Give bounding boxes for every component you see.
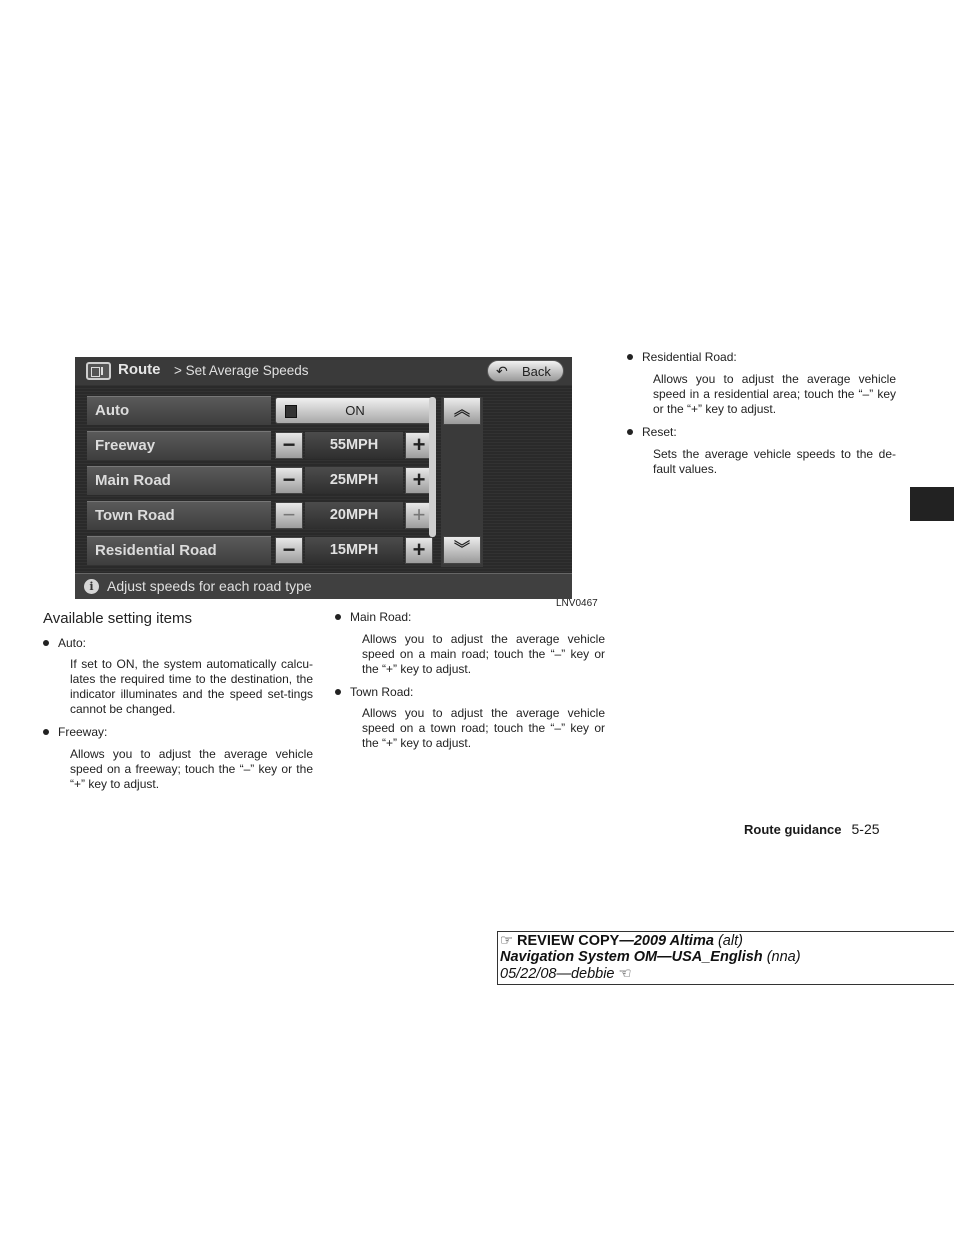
item-text-residential-road: Allows you to adjust the average vehicle speed in a residential area; touch the “–” key or the “+” key to adjust. — [653, 372, 896, 416]
main-road-plus-button[interactable]: + — [405, 467, 433, 494]
scrollbar[interactable] — [429, 397, 436, 537]
item-title-residential-road: Residential Road: — [627, 350, 737, 364]
residential-road-speed-value: 15MPH — [305, 537, 403, 564]
auto-toggle-button[interactable] — [275, 397, 435, 424]
item-title-main-road: Main Road: — [335, 610, 411, 624]
freeway-plus-button[interactable]: + — [405, 432, 433, 459]
item-text-auto: If set to ON, the system automatically calcu-lates the required time to the destination, the indicator illuminates and the speed set-tings cannot be changed. — [70, 657, 313, 716]
residential-road-minus-button[interactable]: − — [275, 537, 303, 564]
row-freeway — [87, 431, 426, 460]
screen-header — [75, 357, 572, 385]
item-title-freeway: Freeway: — [43, 725, 107, 739]
page-number: 5-25 — [851, 821, 880, 837]
freeway-minus-button[interactable]: − — [275, 432, 303, 459]
item-title-reset: Reset: — [627, 425, 677, 439]
row-auto — [87, 396, 426, 425]
item-title-town-road: Town Road: — [335, 685, 413, 699]
nav-screen-figure — [75, 357, 572, 599]
info-icon: i — [84, 579, 99, 594]
main-road-minus-button[interactable]: − — [275, 467, 303, 494]
row-label-residential-road: Residential Road — [87, 536, 271, 565]
item-text-reset: Sets the average vehicle speeds to the de-fault values. — [653, 447, 896, 476]
bullet-icon — [335, 614, 341, 620]
item-text-town-road: Allows you to adjust the average vehicle speed on a town road; touch the “–” key or the “+” key to adjust. — [362, 706, 605, 750]
route-menu-icon — [86, 362, 111, 380]
review-line-2: Navigation System OM—USA_English (nna) — [500, 949, 801, 965]
town-road-speed-value: 20MPH — [305, 502, 403, 529]
chapter-tab-marker — [910, 487, 954, 521]
row-label-auto: Auto — [87, 396, 271, 425]
back-button-label: Back — [522, 364, 551, 379]
residential-road-plus-button[interactable]: + — [405, 537, 433, 564]
row-main-road — [87, 466, 426, 495]
review-line-3: 05/22/08—debbie ☜ — [500, 966, 632, 982]
freeway-speed-value: 55MPH — [305, 432, 403, 459]
bullet-icon — [335, 689, 341, 695]
screen-title: Route — [118, 361, 161, 378]
town-road-plus-button[interactable]: + — [405, 502, 433, 529]
row-town-road — [87, 501, 426, 530]
auto-toggle-label: ON — [345, 403, 365, 418]
bullet-icon — [43, 729, 49, 735]
town-road-minus-button[interactable]: − — [275, 502, 303, 529]
info-bar — [75, 573, 572, 599]
bullet-icon — [627, 354, 633, 360]
back-arrow-icon: ↶ — [496, 363, 508, 379]
scroll-up-button[interactable]: ︽ — [443, 397, 481, 425]
item-text-freeway: Allows you to adjust the average vehicle speed on a freeway; touch the “–” key or the “+” key to adjust. — [70, 747, 313, 791]
main-road-speed-value: 25MPH — [305, 467, 403, 494]
item-title-auto: Auto: — [43, 636, 86, 650]
bullet-icon — [627, 429, 633, 435]
row-label-town-road: Town Road — [87, 501, 271, 530]
section-heading: Available setting items — [43, 610, 192, 627]
bullet-icon — [43, 640, 49, 646]
pointing-hand-right-icon: ☞ — [500, 933, 513, 949]
info-text: Adjust speeds for each road type — [107, 578, 312, 594]
screen-subtitle: > Set Average Speeds — [174, 363, 309, 378]
footer-section: Route guidance — [744, 822, 842, 837]
scroll-down-button[interactable]: ︾ — [443, 536, 481, 564]
figure-code: LNV0467 — [556, 598, 598, 609]
row-label-main-road: Main Road — [87, 466, 271, 495]
back-button[interactable] — [487, 360, 564, 382]
pointing-hand-left-icon: ☜ — [618, 966, 632, 982]
item-text-main-road: Allows you to adjust the average vehicle speed on a main road; touch the “–” key or the “+” key to adjust. — [362, 632, 605, 676]
review-copy-box — [497, 931, 954, 985]
review-line-1: ☞ REVIEW COPY—2009 Altima (alt) — [500, 933, 743, 949]
row-residential-road — [87, 536, 426, 565]
page-footer — [744, 821, 880, 837]
row-label-freeway: Freeway — [87, 431, 271, 460]
